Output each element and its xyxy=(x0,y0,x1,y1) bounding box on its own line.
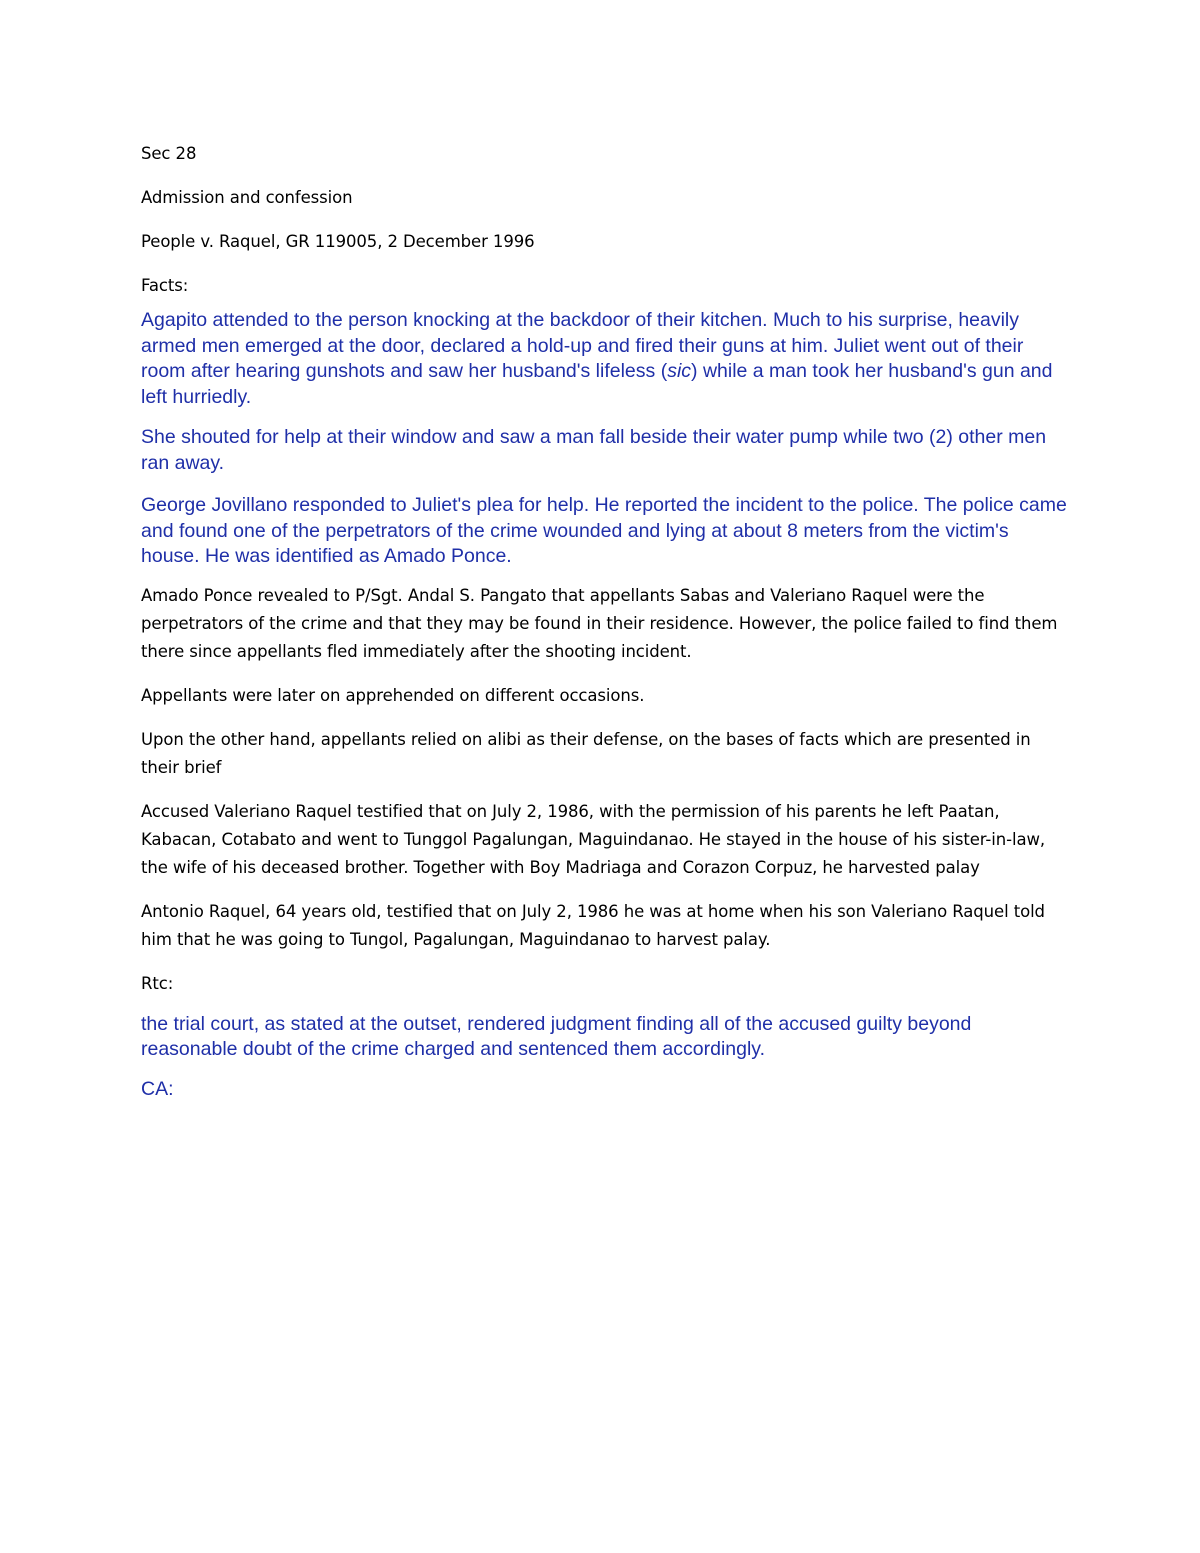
rtc-label: Rtc: xyxy=(141,973,174,993)
document-body xyxy=(141,140,1071,1102)
rtc-paragraph: the trial court, as stated at the outset, rendered judgment finding all of the accused guilty beyond reasonable doubt of the crime charged and sentenced them accordingly. xyxy=(141,1012,972,1060)
sic-annotation: sic xyxy=(667,360,692,382)
facts-label: Facts: xyxy=(141,276,189,295)
facts-paragraph-7: Accused Valeriano Raquel testified that on July 2, 1986, with the permission of his parents he left Paatan, Kabacan, Cotabato and went to Tunggol Pagalungan, Maguindanao. He stayed in the house of his sister-in-law, the wife of his deceased brother. Together with Boy Madriaga and Corazon Corpuz, he harvested palay xyxy=(141,801,1045,877)
facts-paragraph-1-part-a: Agapito attended to the person knocking at the backdoor of their kitchen. Much to his surprise, heavily armed men emerged at the door, declared a hold-up and fired their guns at him. Juliet went out of their room after hearing gunshots and saw her husband's lifeless ( xyxy=(141,309,1024,382)
ca-label: CA: xyxy=(141,1077,174,1100)
facts-paragraph-1-part-b: ) while a man took her husband's gun and left hurriedly. xyxy=(141,360,1053,408)
facts-paragraph-4: Amado Ponce revealed to P/Sgt. Andal S. Pangato that appellants Sabas and Valeriano Raquel were the perpetrators of the crime and that they may be found in their residence. However, the police failed to find them there since appellants fled immediately after the shooting incident. xyxy=(141,585,1058,661)
topic-heading: Admission and confession xyxy=(141,188,353,207)
facts-paragraph-1 xyxy=(141,308,1071,410)
facts-paragraph-3: George Jovillano responded to Juliet's plea for help. He reported the incident to the police. The police came and found one of the perpetrators of the crime wounded and lying at about 8 meters from the victim's house. He was identified as Amado Ponce. xyxy=(141,494,1067,567)
case-title: People v. Raquel, GR 119005, 2 December 1996 xyxy=(141,232,535,251)
facts-paragraph-2: She shouted for help at their window and saw a man fall beside their water pump while two (2) other men ran away. xyxy=(141,426,1047,474)
section-heading: Sec 28 xyxy=(141,144,197,163)
facts-paragraph-5: Appellants were later on apprehended on different occasions. xyxy=(141,685,645,705)
facts-paragraph-8: Antonio Raquel, 64 years old, testified that on July 2, 1986 he was at home when his son Valeriano Raquel told him that he was going to Tungol, Pagalungan, Maguindanao to harvest palay. xyxy=(141,901,1045,949)
facts-paragraph-6: Upon the other hand, appellants relied on alibi as their defense, on the bases of facts which are presented in their brief xyxy=(141,729,1031,777)
